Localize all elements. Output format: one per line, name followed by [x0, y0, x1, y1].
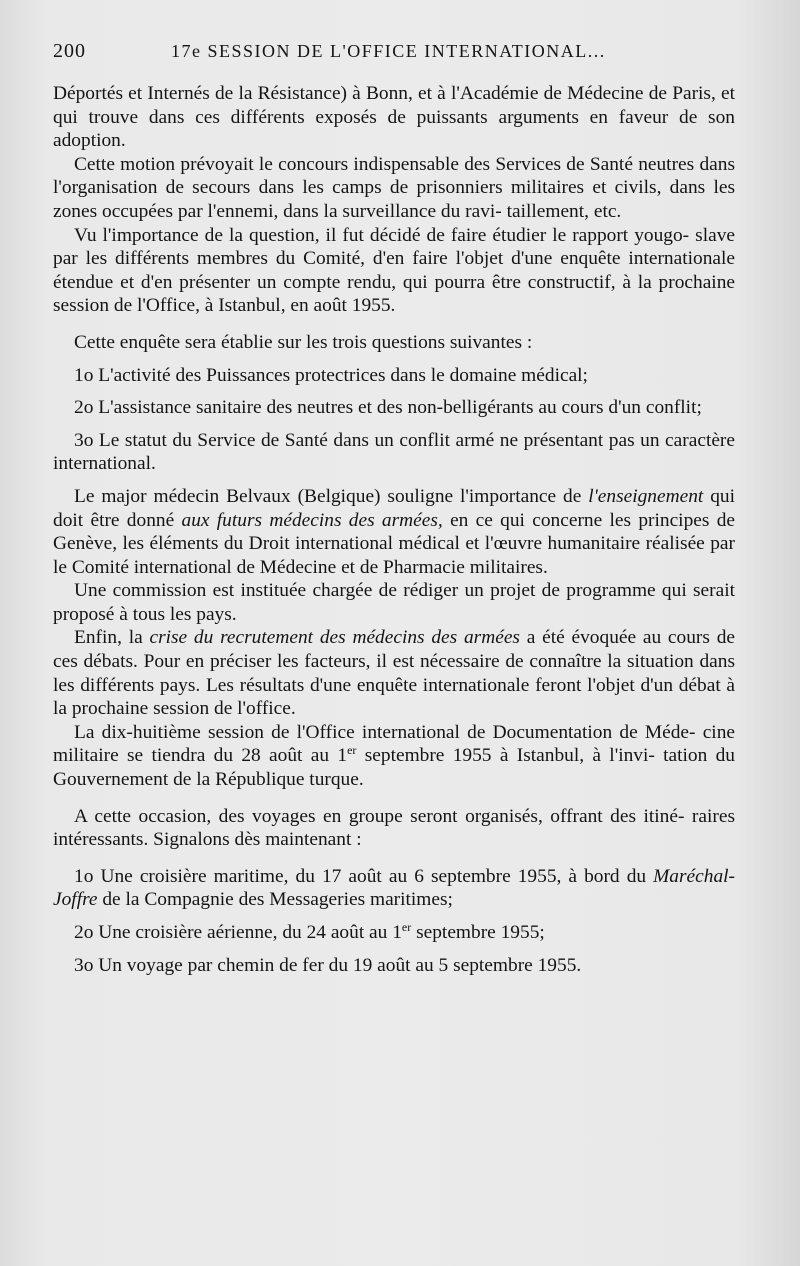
list-item-question-1: 1o L'activité des Puissances protectrices dans le domaine médical;: [74, 364, 588, 386]
list-item-question-3: 3o Le statut du Service de Santé dans un conflit armé ne présentant pas un caractère international.: [53, 429, 735, 475]
paragraph-yugoslav-report: Vu l'importance de la question, il fut décidé de faire étudier le rapport yougo- slave par les différents membres du Comité, d'en faire l'objet d'une enquête internationale étendue et d'en présenter un compte rendu, qui pourra être constructif, à la prochaine session de l'Office, à Istanbul, en août 1955.: [53, 224, 735, 317]
paragraph-eighteenth-session: [53, 721, 735, 792]
paragraph-belvaux-italic-2: aux futurs médecins des armées,: [181, 509, 443, 531]
paragraph-motion: Cette motion prévoyait le concours indispensable des Services de Santé neutres dans l'organisation de secours dans les camps de prisonniers militaires et civils, dans les zones occupées par l'ennemi, dans la surveillance du ravi- taillement, etc.: [53, 153, 735, 222]
paragraph-session-start: La dix-huitième session de l'Office international de Documentation de Méde- cine militaire se tiendra du 28 août au 1: [53, 721, 735, 767]
paragraph-session-sup: er: [347, 743, 357, 758]
trip-2-end: septembre 1955;: [411, 922, 545, 943]
running-head: [53, 40, 743, 68]
paragraph-continuation: Déportés et Internés de la Résistance) à Bonn, et à l'Académie de Médecine de Paris, et qui trouve dans ces différents exposés de puissants arguments en faveur de son adoption.: [53, 83, 735, 152]
list-item-trip-1: [53, 865, 735, 912]
paragraph-belvaux: [53, 485, 735, 579]
running-title: 17e SESSION DE L'OFFICE INTERNATIONAL...: [171, 41, 606, 61]
paragraph-belvaux-end: en ce qui concerne les principes de Genève, les éléments du Droit international médical et l'œuvre humanitaire réalisée par le Comité international de Médecine et de Pharmacie militaires.: [53, 509, 736, 578]
paragraph-recruitment-end: a été évoquée au cours de ces débats. Pour en préciser les facteurs, il est nécessaire de connaître la situation dans les différents pays. Les résultats d'une enquête internationale feront l'objet d'un débat à la prochaine session de l'office.: [53, 627, 736, 720]
paragraph-recruitment-italic: crise du recrutement des médecins des armées: [149, 627, 520, 649]
paragraph-recruitment: [53, 626, 735, 720]
paragraph-belvaux-start: Le major médecin Belvaux (Belgique) souligne l'importance de: [74, 485, 589, 507]
trip-1-ship-name: Maréchal-Joffre: [53, 865, 735, 911]
list-item-question-2: 2o L'assistance sanitaire des neutres et des non-belligérants au cours d'un conflit;: [74, 397, 702, 419]
trip-2-sup: er: [401, 920, 412, 934]
trip-1-start: 1o Une croisière maritime, du 17 août au 6 septembre 1955, à bord du: [74, 865, 654, 887]
paragraph-commission: Une commission est instituée chargée de rédiger un projet de programme qui serait proposé à tous les pays.: [53, 580, 735, 625]
paragraph-belvaux-italic-1: l'enseignement: [588, 485, 704, 507]
body-text: [53, 82, 735, 977]
paragraph-recruitment-start: Enfin, la: [74, 627, 150, 649]
trip-1-end: de la Compagnie des Messageries maritimes;: [97, 889, 453, 911]
list-item-trip-3: 3o Un voyage par chemin de fer du 19 août au 5 septembre 1955.: [74, 954, 582, 976]
paragraph-belvaux-mid: qui doit être donné: [53, 485, 735, 531]
paragraph-survey-intro: Cette enquête sera établie sur les trois questions suivantes :: [74, 331, 533, 353]
list-item-trip-2: [53, 921, 735, 945]
paragraph-trips-intro: A cette occasion, des voyages en groupe seront organisés, offrant des itiné- raires intéressants. Signalons dès maintenant :: [53, 805, 735, 851]
paragraph-session-end: septembre 1955 à Istanbul, à l'invi- tation du Gouvernement de la République turque.: [53, 745, 735, 791]
trip-2-start: 2o Une croisière aérienne, du 24 août au 1: [74, 922, 402, 943]
page-number: 200: [53, 40, 86, 62]
